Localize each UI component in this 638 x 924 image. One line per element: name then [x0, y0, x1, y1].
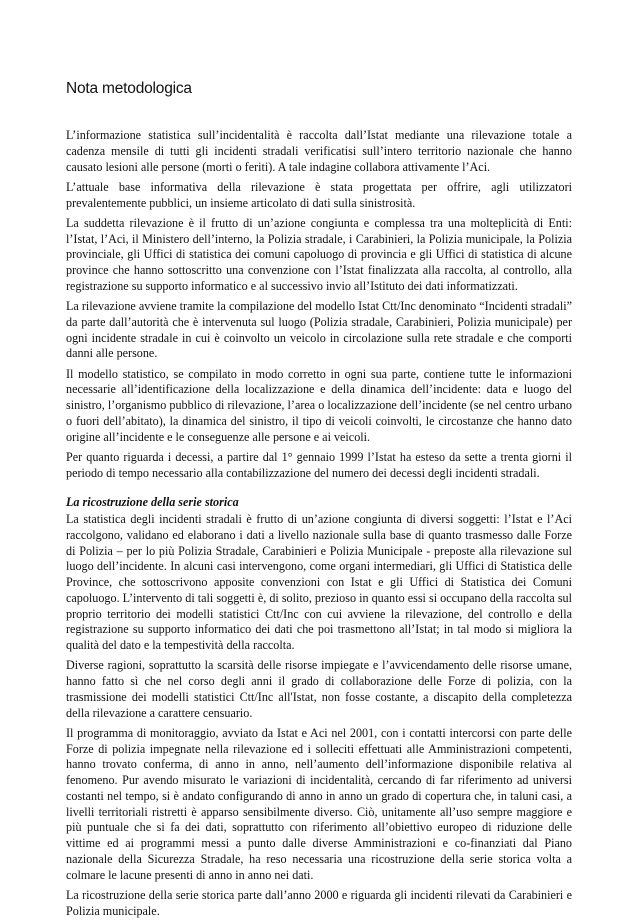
paragraph: Il modello statistico, se compilato in modo corretto in ogni sua parte, contiene tutte le informazioni necessarie all’identificazione della localizzazione e della dinamica dell’incidente: data e luogo del sinistro, l’organismo pubblico di rilevazione, l’area o localizzazione dell’incidente (se nel centro urbano o fuori dell’abitato), la dinamica del sinistro, il tipo di veicoli coinvolti, le circostanze che hanno dato origine all’incidente e le conseguenze alle persone e ai veicoli.: [66, 366, 572, 444]
paragraph: La suddetta rilevazione è il frutto di un’azione congiunta e complessa tra una molteplicità di Enti: l’Istat, l’Aci, il Ministero dell’interno, la Polizia stradale, i Carabinieri, la Polizia municipale, la Polizia provinciale, gli Uffici di statistica dei comuni capoluogo di provincia e gli Uffici di statistica di alcune province che hanno sottoscritto una convenzione con l’Istat finalizzata alla raccolta, al controllo, alla registrazione su supporto informatico e al successivo invio all’Istituto dei dati informatizzati.: [66, 215, 572, 293]
document-body: [66, 128, 572, 924]
paragraph: La statistica degli incidenti stradali è frutto di un’azione congiunta di diversi soggetti: l’Istat e l’Aci raccolgono, validano ed elaborano i dati a livello nazionale sulla base di quanto trasmesso dalle Forze di Polizia – per lo più Polizia Stradale, Carabinieri e Polizia Municipale - preposte alla rilevazione sul luogo dell’incidente. In alcuni casi intervengono, come organi intermediari, gli Uffici di Statistica delle Province, che sottoscrivono apposite convenzioni con Istat e gli Uffici di Statistica dei Comuni capoluogo. L’intervento di tali soggetti è, di solito, prezioso in quanto essi si occupano della raccolta sul proprio territorio dei modelli statistici Ctt/Inc con cui avviene la rilevazione, del controllo e della registrazione su supporto informatico dei dati che poi trasmettono all’Istat; in tal modo si migliora la qualità del dato e la tempestività della raccolta.: [66, 512, 572, 652]
paragraph: Il programma di monitoraggio, avviato da Istat e Aci nel 2001, con i contatti intercorsi con parte delle Forze di polizia impegnate nella rilevazione ed i solleciti effettuati alle Amministrazioni competenti, hanno trovato conferma, di anno in anno, nell’aumento dell’informazione disponibile relativa al fenomeno. Pur avendo misurato le variazioni di incidentalità, cercando di far riferimento ad universi costanti nel tempo, si è andato configurando di anno in anno un grado di copertura che, in taluni casi, a livelli territoriali ristretti è apparso sensibilmente diverso. Ciò, unitamente all’uso sempre maggiore e più puntuale che si fa dei dati, soprattutto con riferimento all’obiettivo europeo di riduzione delle vittime ed ai programmi messi a punto dalle diverse Amministrazioni e co-finanziati dal Piano nazionale della Sicurezza Stradale, ha reso necessaria una ricostruzione della serie storica volta a colmare le lacune presenti di anno in anno nei dati.: [66, 725, 572, 882]
paragraph: Diverse ragioni, soprattutto la scarsità delle risorse impiegate e l’avvicendamento delle risorse umane, hanno fatto sì che nel corso degli anni il grado di collaborazione delle Forze di polizia, con la trasmissione dei modelli statistici Ctt/Inc all'Istat, non fosse costante, a discapito della completezza della rilevazione a carattere censuario.: [66, 658, 572, 720]
paragraph: La rilevazione avviene tramite la compilazione del modello Istat Ctt/Inc denominato “Incidenti stradali” da parte dall’autorità che è intervenuta sul luogo (Polizia stradale, Carabinieri, Polizia municipale) per ogni incidente stradale in cui è coinvolto un veicolo in circolazione sulla rete stradale e che comporti danni alle persone.: [66, 299, 572, 361]
paragraph: La ricostruzione della serie storica parte dall’anno 2000 e riguarda gli incidenti rilevati da Carabinieri e Polizia municipale.: [66, 887, 572, 918]
paragraph: L’informazione statistica sull’incidentalità è raccolta dall’Istat mediante una rilevazione totale a cadenza mensile di tutti gli incidenti stradali verificatisi sull’intero territorio nazionale che hanno causato lesioni alle persone (morti o feriti). A tale indagine collabora attivamente l’Aci.: [66, 128, 572, 174]
paragraph: Per quanto riguarda i decessi, a partire dal 1° gennaio 1999 l’Istat ha esteso da sette a trenta giorni il periodo di tempo necessario alla contabilizzazione del numero dei decessi degli incidenti stradali.: [66, 449, 572, 480]
section-heading: La ricostruzione della serie storica: [66, 495, 239, 510]
paragraph: L’attuale base informativa della rilevazione è stata progettata per offrire, agli utilizzatori prevalentemente pubblici, un insieme articolato di dati sulla sinistrosità.: [66, 179, 572, 210]
page-title: Nota metodologica: [66, 80, 192, 97]
